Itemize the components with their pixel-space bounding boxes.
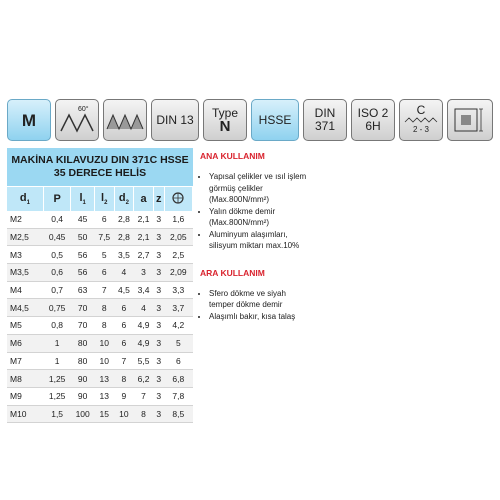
table-cell: 4,9: [134, 317, 154, 335]
table-cell: 3: [153, 334, 164, 352]
table-cell: 3: [153, 387, 164, 405]
table-cell: 2,5: [164, 246, 192, 264]
table-cell: 0,7: [43, 281, 70, 299]
table-cell: 6,8: [164, 370, 192, 388]
table-cell: 70: [71, 317, 95, 335]
secondary-use-title: ARA KULLANIM: [200, 267, 265, 278]
table-cell: 5,5: [134, 352, 154, 370]
table-cell: 80: [71, 334, 95, 352]
table-cell: 3: [153, 405, 164, 423]
chamfer-icon: C 2 - 3: [399, 99, 443, 141]
table-cell: 1: [43, 334, 70, 352]
table-cell: 3: [153, 228, 164, 246]
table-cell: 15: [94, 405, 114, 423]
table-cell: 90: [71, 387, 95, 405]
table-cell: 3: [134, 264, 154, 282]
table-cell: 2,8: [114, 228, 134, 246]
table-cell: 100: [71, 405, 95, 423]
col-z: z: [153, 187, 164, 211]
table-cell: 2,8: [114, 211, 134, 228]
table-cell: M2,5: [7, 228, 43, 246]
table-cell: 45: [71, 211, 95, 228]
table-cell: 7,8: [164, 387, 192, 405]
table-cell: 4,5: [114, 281, 134, 299]
table-cell: 3: [153, 352, 164, 370]
table-row: [7, 264, 193, 282]
header-line-2: 35 DERECE HELİS: [53, 167, 147, 179]
main-use-list: [197, 171, 307, 252]
type-icon: Type N: [203, 99, 247, 141]
table-cell: 0,4: [43, 211, 70, 228]
col-d1: $d_1$: [7, 187, 43, 211]
table-row: [7, 387, 193, 405]
col-l1: $l_1$: [71, 187, 95, 211]
spec-table: [7, 187, 193, 423]
table-cell: 1,6: [164, 211, 192, 228]
table-cell: M4: [7, 281, 43, 299]
table-cell: 3: [153, 370, 164, 388]
table-cell: 4: [114, 264, 134, 282]
table-cell: 8: [134, 405, 154, 423]
usage-panel: [197, 148, 307, 322]
table-row: [7, 228, 193, 246]
list-item: • Sfero dökme ve siyah temper dökme demir: [209, 288, 307, 311]
drill-icon: [170, 190, 186, 206]
table-cell: 4,9: [134, 334, 154, 352]
table-cell: 2,7: [134, 246, 154, 264]
table-cell: 6: [164, 352, 192, 370]
table-row: [7, 211, 193, 228]
table-cell: 2,1: [134, 228, 154, 246]
table-cell: 6: [94, 264, 114, 282]
table-cell: 6: [114, 334, 134, 352]
col-d2: $d_2$: [114, 187, 134, 211]
table-cell: M6: [7, 334, 43, 352]
table-cell: 3: [153, 246, 164, 264]
table-cell: 6,2: [134, 370, 154, 388]
table-cell: 1,25: [43, 370, 70, 388]
table-header-banner: [7, 148, 193, 186]
table-cell: 56: [71, 246, 95, 264]
table-cell: 0,8: [43, 317, 70, 335]
table-cell: 56: [71, 264, 95, 282]
table-cell: 3,4: [134, 281, 154, 299]
table-cell: 63: [71, 281, 95, 299]
shank-icon: [447, 99, 493, 141]
table-cell: M3,5: [7, 264, 43, 282]
table-cell: 90: [71, 370, 95, 388]
list-item: • Yapısal çelikler ve ısıl işlem görmüş çelikler (Max.800N/mm²): [209, 171, 307, 206]
icon-strip: [7, 99, 495, 143]
list-item: • Aluminyum alaşımları, silisyum miktarı max.10%: [209, 229, 307, 252]
table-cell: 7: [94, 281, 114, 299]
table-cell: 6: [114, 317, 134, 335]
main-use-title: ANA KULLANIM: [200, 151, 265, 161]
thread-profile-icon: [103, 99, 147, 141]
table-cell: 7: [114, 352, 134, 370]
table-cell: 3: [153, 281, 164, 299]
table-cell: 70: [71, 299, 95, 317]
table-cell: 5: [94, 246, 114, 264]
table-row: [7, 299, 193, 317]
table-cell: 10: [94, 334, 114, 352]
table-cell: M2: [7, 211, 43, 228]
table-cell: 4,2: [164, 317, 192, 335]
table-row: [7, 405, 193, 423]
list-item: • Yalın dökme demir (Max.800N/mm²): [209, 206, 307, 229]
thread-60-icon: [55, 99, 99, 141]
table-cell: 0,5: [43, 246, 70, 264]
table-cell: 10: [114, 405, 134, 423]
table-cell: M9: [7, 387, 43, 405]
table-cell: 2,05: [164, 228, 192, 246]
table-cell: M8: [7, 370, 43, 388]
table-row: [7, 352, 193, 370]
table-cell: 7,5: [94, 228, 114, 246]
table-cell: 9: [114, 387, 134, 405]
table-cell: 13: [94, 370, 114, 388]
table-cell: 3,3: [164, 281, 192, 299]
table-cell: M3: [7, 246, 43, 264]
table-cell: 6: [114, 299, 134, 317]
table-cell: 3: [153, 299, 164, 317]
table-cell: 0,6: [43, 264, 70, 282]
table-cell: 3,5: [114, 246, 134, 264]
table-cell: M5: [7, 317, 43, 335]
table-cell: M4,5: [7, 299, 43, 317]
table-row: [7, 246, 193, 264]
table-cell: 3: [153, 264, 164, 282]
table-cell: 2,09: [164, 264, 192, 282]
table-cell: 3,7: [164, 299, 192, 317]
table-cell: 80: [71, 352, 95, 370]
table-cell: 13: [94, 387, 114, 405]
col-p: P: [43, 187, 70, 211]
col-a: a: [134, 187, 154, 211]
table-cell: 8: [114, 370, 134, 388]
table-cell: 6: [94, 211, 114, 228]
table-cell: 8,5: [164, 405, 192, 423]
table-cell: 1: [43, 352, 70, 370]
secondary-use-list: [197, 288, 307, 323]
table-row: [7, 317, 193, 335]
table-cell: 3: [153, 211, 164, 228]
table-cell: 8: [94, 299, 114, 317]
svg-text:60°: 60°: [78, 106, 89, 113]
m-icon: M: [7, 99, 51, 141]
table-cell: 4: [134, 299, 154, 317]
table-cell: 10: [94, 352, 114, 370]
din371-icon: DIN 371: [303, 99, 347, 141]
table-row: [7, 281, 193, 299]
table-cell: M7: [7, 352, 43, 370]
table-cell: 0,45: [43, 228, 70, 246]
list-item: • Alaşımlı bakır, kısa talaş: [209, 311, 307, 323]
header-line-1: MAKİNA KILAVUZU DIN 371C HSSE: [11, 154, 189, 166]
table-cell: M10: [7, 405, 43, 423]
col-l2: $l_2$: [94, 187, 114, 211]
col-drill-icon: [164, 187, 192, 211]
din13-icon: DIN 13: [151, 99, 199, 141]
table-cell: 50: [71, 228, 95, 246]
hsse-icon: HSSE: [251, 99, 299, 141]
table-cell: 0,75: [43, 299, 70, 317]
table-row: [7, 334, 193, 352]
iso2-icon: ISO 2 6H: [351, 99, 395, 141]
table-cell: 3: [153, 317, 164, 335]
table-cell: 8: [94, 317, 114, 335]
table-cell: 2,1: [134, 211, 154, 228]
table-row: [7, 370, 193, 388]
table-cell: 7: [134, 387, 154, 405]
table-cell: 1,25: [43, 387, 70, 405]
table-cell: 1,5: [43, 405, 70, 423]
table-cell: 5: [164, 334, 192, 352]
